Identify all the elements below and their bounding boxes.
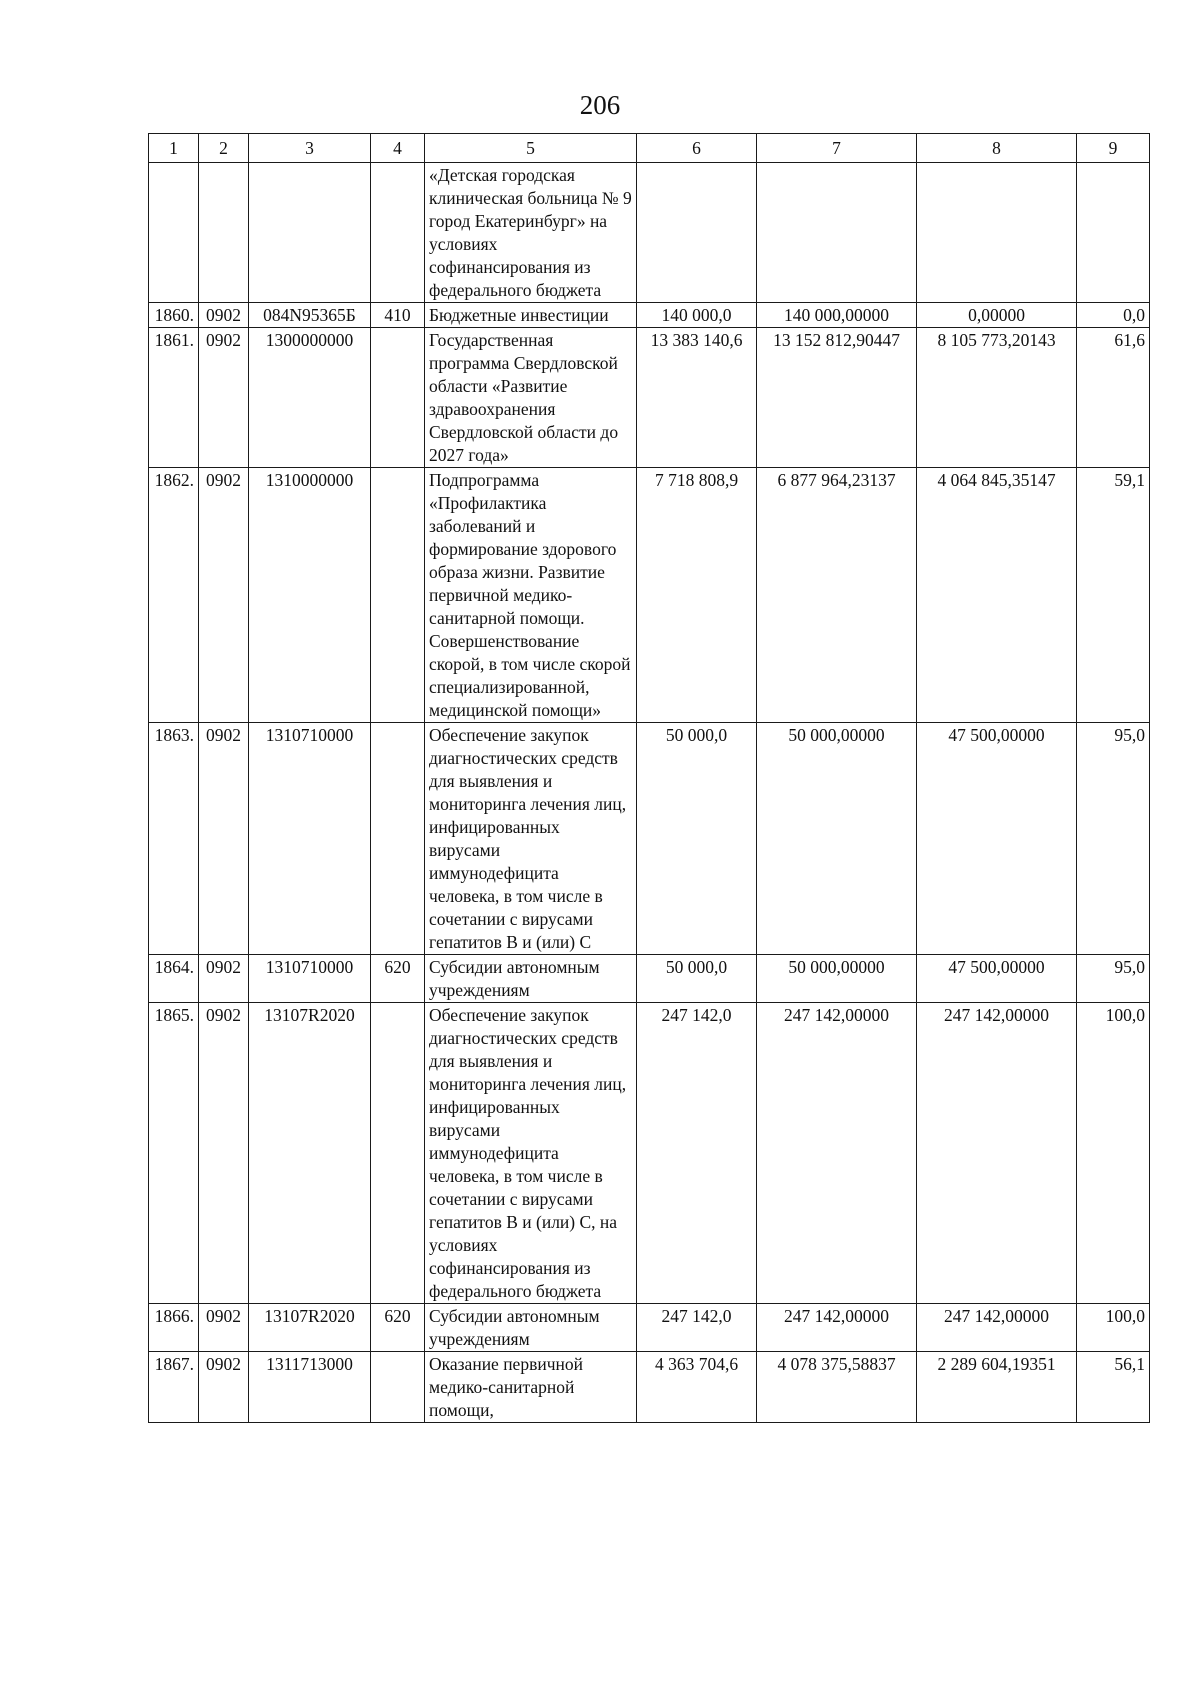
- expense-type-cell: [371, 1352, 425, 1423]
- row-number-cell: 1860.: [149, 303, 199, 328]
- row-number-cell: 1866.: [149, 1304, 199, 1352]
- percent-cell: 100,0: [1077, 1304, 1150, 1352]
- row-number-cell: 1861.: [149, 328, 199, 468]
- percent-cell: 100,0: [1077, 1003, 1150, 1304]
- planned-amount-cell: 247 142,00000: [757, 1003, 917, 1304]
- item-name-cell: «Детская городская клиническая больница № 9 город Екатеринбург» на условиях софинансирования из федерального бюджета: [425, 163, 637, 303]
- item-name-cell: Оказание первичной медико-санитарной помощи,: [425, 1352, 637, 1423]
- item-name-cell: Подпрограмма «Профилактика заболеваний и формирование здорового образа жизни. Развитие первичной медико-санитарной помощи. Совершенствование скорой, в том числе скорой специализированной, медицинской помощи»: [425, 468, 637, 723]
- executed-amount-cell: 47 500,00000: [917, 955, 1077, 1003]
- approved-amount-cell: 247 142,0: [637, 1003, 757, 1304]
- target-code-cell: 1300000000: [249, 328, 371, 468]
- header-cell: 5: [425, 134, 637, 163]
- approved-amount-cell: 140 000,0: [637, 303, 757, 328]
- section-code-cell: 0902: [199, 303, 249, 328]
- header-cell: 6: [637, 134, 757, 163]
- executed-amount-cell: 247 142,00000: [917, 1003, 1077, 1304]
- section-code-cell: 0902: [199, 1003, 249, 1304]
- item-name-cell: Государственная программа Свердловской области «Развитие здравоохранения Свердловской области до 2027 года»: [425, 328, 637, 468]
- planned-amount-cell: 50 000,00000: [757, 723, 917, 955]
- table-row: [149, 1304, 1150, 1352]
- row-number-cell: 1862.: [149, 468, 199, 723]
- expense-type-cell: 620: [371, 955, 425, 1003]
- page-number: 206: [579, 90, 621, 120]
- section-code-cell: 0902: [199, 1352, 249, 1423]
- target-code-cell: 1310710000: [249, 723, 371, 955]
- expense-type-cell: [371, 468, 425, 723]
- executed-amount-cell: 8 105 773,20143: [917, 328, 1077, 468]
- budget-table: [148, 133, 1150, 1423]
- row-number-cell: 1867.: [149, 1352, 199, 1423]
- section-code-cell: [199, 163, 249, 303]
- expense-type-cell: [371, 328, 425, 468]
- percent-cell: 59,1: [1077, 468, 1150, 723]
- header-cell: 8: [917, 134, 1077, 163]
- header-cell: 7: [757, 134, 917, 163]
- target-code-cell: 1310710000: [249, 955, 371, 1003]
- table-row: [149, 1003, 1150, 1304]
- header-cell: 1: [149, 134, 199, 163]
- row-number-cell: 1865.: [149, 1003, 199, 1304]
- planned-amount-cell: 140 000,00000: [757, 303, 917, 328]
- planned-amount-cell: 247 142,00000: [757, 1304, 917, 1352]
- row-number-cell: [149, 163, 199, 303]
- target-code-cell: 1311713000: [249, 1352, 371, 1423]
- executed-amount-cell: [917, 163, 1077, 303]
- approved-amount-cell: 13 383 140,6: [637, 328, 757, 468]
- executed-amount-cell: 2 289 604,19351: [917, 1352, 1077, 1423]
- table-row: [149, 723, 1150, 955]
- expense-type-cell: 410: [371, 303, 425, 328]
- target-code-cell: 1310000000: [249, 468, 371, 723]
- item-name-cell: Субсидии автономным учреждениям: [425, 955, 637, 1003]
- table-row: [149, 468, 1150, 723]
- section-code-cell: 0902: [199, 468, 249, 723]
- expense-type-cell: [371, 723, 425, 955]
- approved-amount-cell: 4 363 704,6: [637, 1352, 757, 1423]
- expense-type-cell: 620: [371, 1304, 425, 1352]
- percent-cell: 95,0: [1077, 723, 1150, 955]
- planned-amount-cell: 50 000,00000: [757, 955, 917, 1003]
- planned-amount-cell: [757, 163, 917, 303]
- expense-type-cell: [371, 163, 425, 303]
- percent-cell: 0,0: [1077, 303, 1150, 328]
- header-cell: 3: [249, 134, 371, 163]
- header-cell: 2: [199, 134, 249, 163]
- target-code-cell: [249, 163, 371, 303]
- row-number-cell: 1863.: [149, 723, 199, 955]
- planned-amount-cell: 4 078 375,58837: [757, 1352, 917, 1423]
- approved-amount-cell: [637, 163, 757, 303]
- table-row: [149, 163, 1150, 303]
- planned-amount-cell: 6 877 964,23137: [757, 468, 917, 723]
- section-code-cell: 0902: [199, 328, 249, 468]
- executed-amount-cell: 47 500,00000: [917, 723, 1077, 955]
- approved-amount-cell: 50 000,0: [637, 723, 757, 955]
- executed-amount-cell: 0,00000: [917, 303, 1077, 328]
- section-code-cell: 0902: [199, 955, 249, 1003]
- table-row: [149, 328, 1150, 468]
- executed-amount-cell: 4 064 845,35147: [917, 468, 1077, 723]
- section-code-cell: 0902: [199, 1304, 249, 1352]
- expense-type-cell: [371, 1003, 425, 1304]
- table-row: [149, 955, 1150, 1003]
- item-name-cell: Обеспечение закупок диагностических средств для выявления и мониторинга лечения лиц, инфицированных вирусами иммунодефицита человека, в том числе в сочетании с вирусами гепатитов B и (или) C: [425, 723, 637, 955]
- table-row: [149, 1352, 1150, 1423]
- row-number-cell: 1864.: [149, 955, 199, 1003]
- target-code-cell: 13107R2020: [249, 1003, 371, 1304]
- planned-amount-cell: 13 152 812,90447: [757, 328, 917, 468]
- percent-cell: 56,1: [1077, 1352, 1150, 1423]
- item-name-cell: Субсидии автономным учреждениям: [425, 1304, 637, 1352]
- item-name-cell: Бюджетные инвестиции: [425, 303, 637, 328]
- percent-cell: 95,0: [1077, 955, 1150, 1003]
- executed-amount-cell: 247 142,00000: [917, 1304, 1077, 1352]
- section-code-cell: 0902: [199, 723, 249, 955]
- approved-amount-cell: 50 000,0: [637, 955, 757, 1003]
- table-row: [149, 303, 1150, 328]
- percent-cell: 61,6: [1077, 328, 1150, 468]
- item-name-cell: Обеспечение закупок диагностических средств для выявления и мониторинга лечения лиц, инфицированных вирусами иммунодефицита человека, в том числе в сочетании с вирусами гепатитов B и (или) C, на условиях софинансирования из федерального бюджета: [425, 1003, 637, 1304]
- header-cell: 9: [1077, 134, 1150, 163]
- header-cell: 4: [371, 134, 425, 163]
- target-code-cell: 13107R2020: [249, 1304, 371, 1352]
- target-code-cell: 084N95365Б: [249, 303, 371, 328]
- percent-cell: [1077, 163, 1150, 303]
- header-row: [149, 134, 1150, 163]
- approved-amount-cell: 7 718 808,9: [637, 468, 757, 723]
- approved-amount-cell: 247 142,0: [637, 1304, 757, 1352]
